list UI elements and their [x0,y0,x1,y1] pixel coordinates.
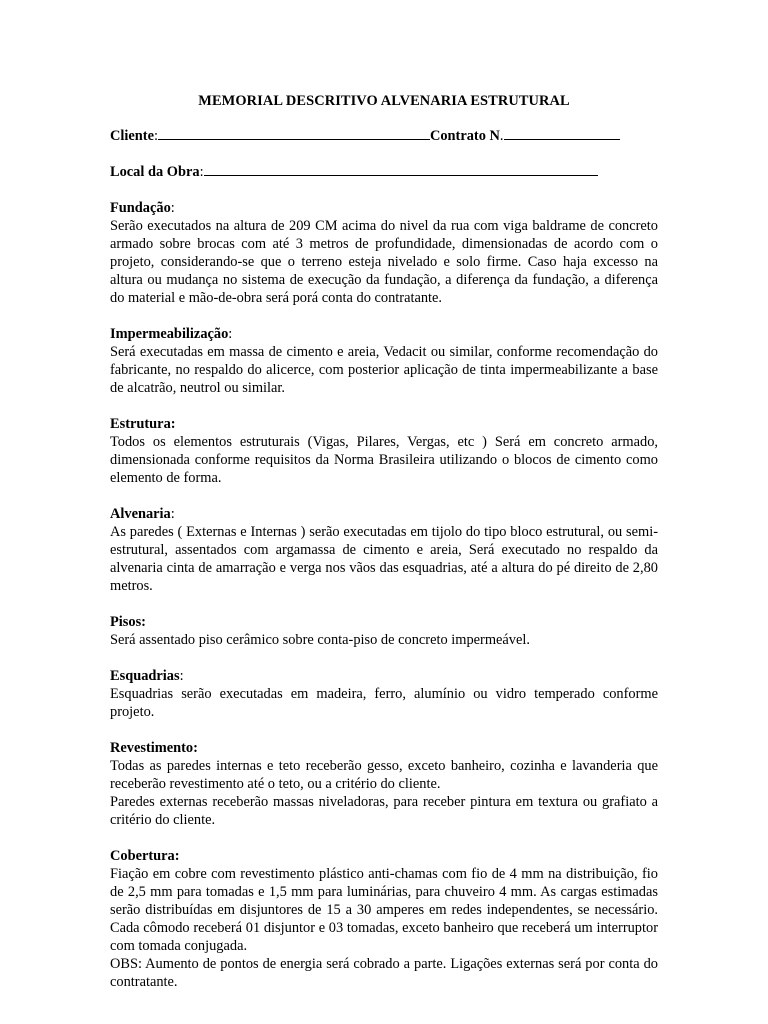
section-paragraph: Esquadrias serão executadas em madeira, ferro, alumínio ou vidro temperado conforme projeto. [110,686,658,720]
section-heading [110,505,658,523]
section-heading-text: Estrutura: [110,416,176,432]
section-heading-text: Fundação [110,200,171,216]
section-heading-text: Pisos: [110,614,146,630]
section-paragraph: Todas as paredes internas e teto receberão gesso, exceto banheiro, cozinha e lavanderia que receberão revestimento até o teto, ou a critério do cliente. [110,758,658,792]
document-title: MEMORIAL DESCRITIVO ALVENARIA ESTRUTURAL [198,93,570,109]
section-heading-text: Esquadrias [110,668,180,684]
section-paragraph: As paredes ( Externas e Internas ) serão executadas em tijolo do tipo bloco estrutural, ou semi-estrutural, assentados com argamassa de cimento e areia, Será executado no respaldo da alvenaria cinta de amarração e verga nos vãos das esquadrias, até a altura do pé direito de 2,80 metros. [110,524,658,594]
client-contract-row [110,127,658,145]
section-heading [110,325,658,343]
section-paragraph: Será assentado piso cerâmico sobre conta-piso de concreto impermeável. [110,632,530,648]
site-row [110,163,658,181]
section-heading-text: Alvenaria [110,506,171,522]
section-heading [110,199,658,217]
section-heading-text: Revestimento: [110,740,198,756]
section [110,325,658,397]
section-heading [110,739,658,757]
section-heading-colon: : [170,506,175,522]
section-heading [110,415,658,433]
section-heading [110,613,658,631]
section [110,415,658,487]
section-paragraph: OBS: Aumento de pontos de energia será cobrado a parte. Ligações externas será por conta do contratante. [110,956,658,990]
section-paragraph: Todos os elementos estruturais (Vigas, Pilares, Vergas, etc ) Será em concreto armado, dimensionada conforme requisitos da Norma Brasileira utilizando o blocos de cimento como elemento de forma. [110,434,658,486]
section [110,739,658,829]
section-heading [110,667,658,685]
site-colon: : [199,164,204,180]
site-blank-line[interactable] [204,163,598,176]
section [110,613,658,649]
section [110,505,658,595]
section-paragraph: Será executadas em massa de cimento e areia, Vedacit ou similar, conforme recomendação do fabricante, no respaldo do alicerce, com posterior aplicação de tinta impermeabilizante a base de alcatrão, neutrol ou similar. [110,344,658,396]
section [110,199,658,307]
section-heading-colon: : [179,668,184,684]
client-colon: : [153,128,158,144]
section [110,667,658,721]
section-heading-text: Cobertura: [110,848,180,864]
client-label: Cliente [110,128,154,144]
section-paragraph: Fiação em cobre com revestimento plástico anti-chamas com fio de 4 mm na distribuição, fio de 2,5 mm para tomadas e 1,5 mm para luminárias, para chuveiro 4 mm. As cargas estimadas serão distribuídas em disjuntores de 15 a 30 amperes em redes independentes, se necessário. Cada cômodo receberá 01 disjuntor e 03 tomadas, exceto banheiro que receberá um interruptor com tomada conjugada. [110,866,658,954]
section-paragraph: Serão executados na altura de 209 CM acima do nivel da rua com viga baldrame de concreto armado sobre brocas com até 3 metros de profundidade, dimensionadas de acordo com o projeto, considerando-se que o terreno esteja nivelado e solo firme. Caso haja excesso na altura ou mudança no sistema de execução da fundação, a diferença da fundação, a diferença do material e mão-de-obra será porá conta do contratante. [110,218,658,306]
contract-blank-line[interactable] [504,127,620,140]
contract-dot: . [499,128,504,144]
section-heading-text: Impermeabilização [110,326,229,342]
section-heading-colon: : [228,326,233,342]
section-heading [110,847,658,865]
section-paragraph: Paredes externas receberão massas niveladoras, para receber pintura em textura ou grafiato a critério do cliente. [110,794,658,828]
contract-label: Contrato N [429,128,500,144]
client-blank-line[interactable] [158,127,430,140]
site-label: Local da Obra [110,164,200,180]
section [110,847,658,991]
section-heading-colon: : [170,200,175,216]
sections-container [110,199,658,991]
